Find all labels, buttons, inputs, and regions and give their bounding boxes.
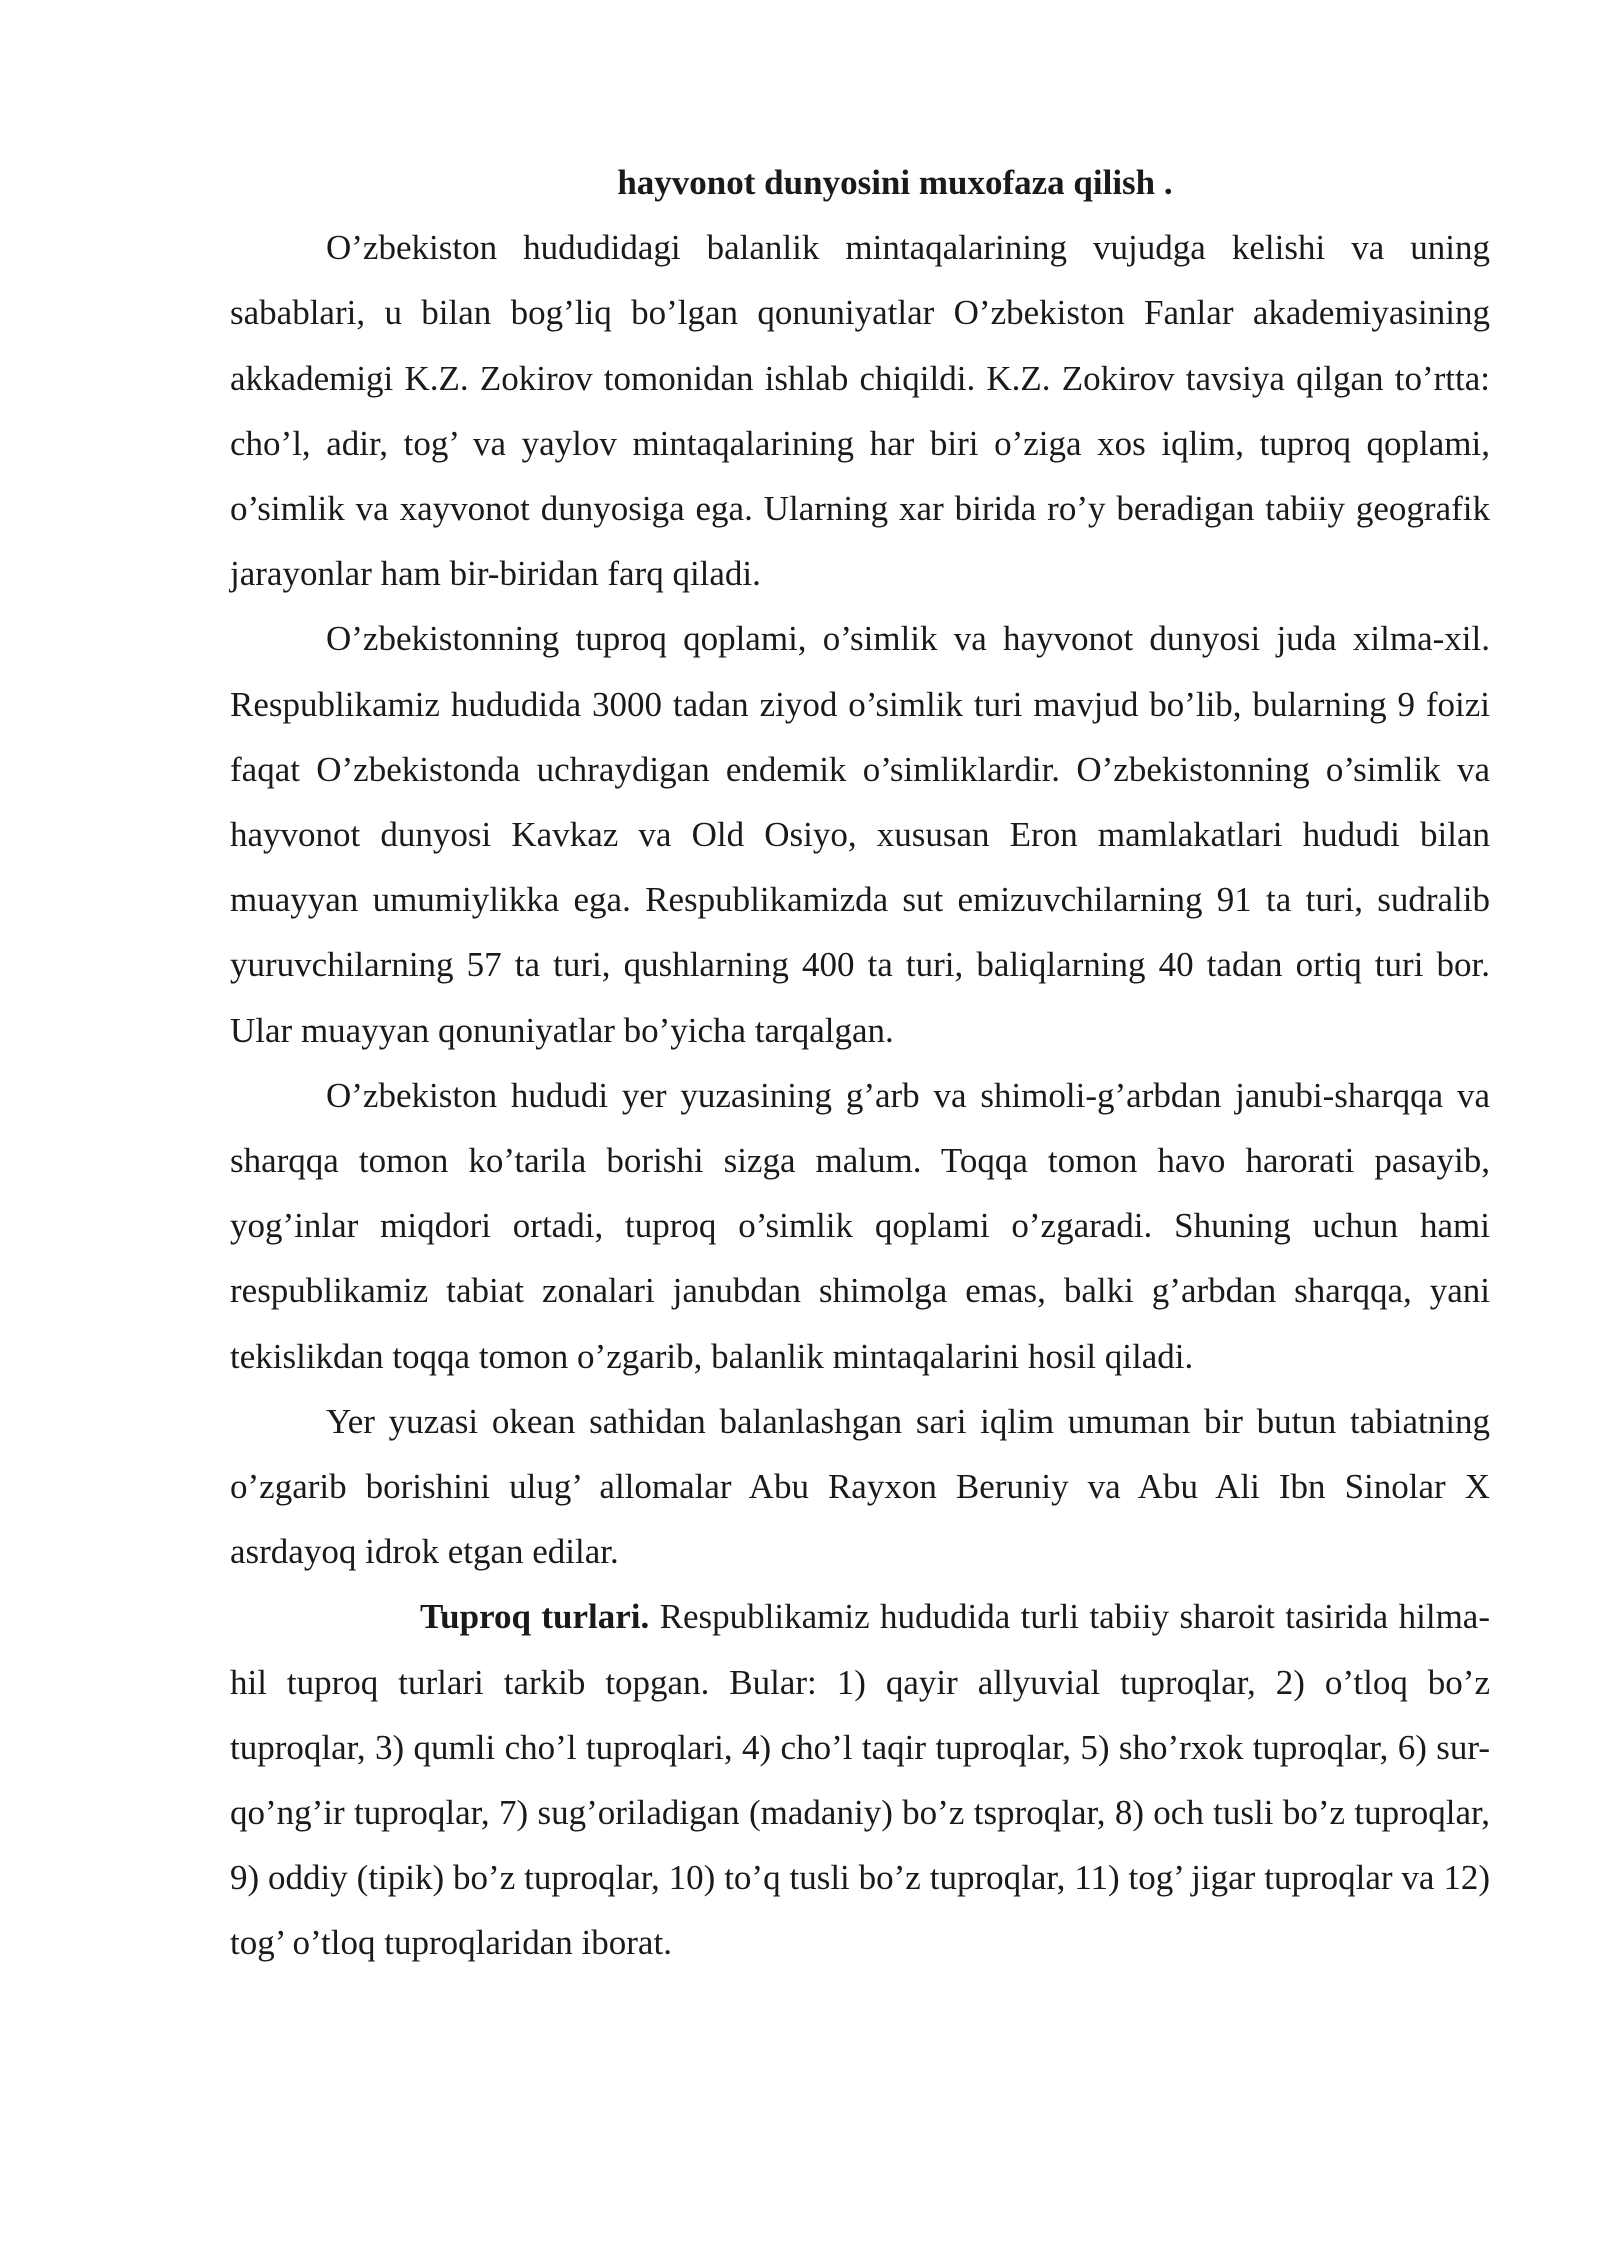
soil-types-text: Respublikamiz hududida turli tabiiy sharoit tasirida hilma-hil tuproq turlari tarkib topgan. Bular: 1) qayir allyuvial tuproqlar, 2) o’tloq bo’z tuproqlar, 3) qumli cho’l tuproqlari, 4) cho’l taqir tuproqlar, 5) sho’rxok tuproqlar, 6) sur-qo’ng’ir tuproqlar, 7) sug’oriladigan (madaniy) bo’z tsproqlar, 8) och tusli bo’z tuproqlar, 9) oddiy (tipik) bo’z tuproqlar, 10) to’q tusli bo’z tuproqlar, 11) tog’ jigar tuproqlar va 12) tog’ o’tloq tuproqlaridan iborat.	[230, 1597, 1490, 1963]
section-heading: hayvonot dunyosini muxofaza qilish .	[617, 163, 1173, 202]
document-body	[230, 150, 1490, 1976]
paragraph-soil-types	[230, 1584, 1490, 1975]
soil-types-title: Tuproq turlari.	[420, 1597, 650, 1637]
paragraph-altitude-zones: O’zbekiston hududidagi balanlik mintaqalarining vujudga kelishi va uning sabablari, u bilan bog’liq bo’lgan qonuniyatlar O’zbekiston Fanlar akademiyasining akkademigi K.Z. Zokirov tomonidan ishlab chiqildi. K.Z. Zokirov tavsiya qilgan to’rtta: cho’l, adir, tog’ va yaylov mintaqalarining har biri o’ziga xos iqlim, tuproq qoplami, o’simlik va xayvonot dunyosiga ega. Ularning xar birida ro’y beradigan tabiiy geografik jarayonlar ham bir-biridan farq qiladi.	[230, 228, 1490, 594]
paragraph-scholars: Yer yuzasi okean sathidan balanlashgan sari iqlim umuman bir butun tabiatning o’zgarib borishini ulug’ allomalar Abu Rayxon Beruniy va Abu Ali Ibn Sinolar X asrdayoq idrok etgan edilar.	[230, 1401, 1490, 1572]
paragraph-relief: O’zbekiston hududi yer yuzasining g’arb va shimoli-g’arbdan janubi-sharqqa va sharqqa tomon ko’tarila borishi sizga malum. Toqqa tomon havo harorati pasayib, yog’inlar miqdori ortadi, tuproq o’simlik qoplami o’zgaradi. Shuning uchun hami respublikamiz tabiat zonalari janubdan shimolga emas, balki g’arbdan sharqqa, yani tekislikdan toqqa tomon o’zgarib, balanlik mintaqalarini hosil qiladi.	[230, 1075, 1490, 1376]
paragraph-flora-fauna: O’zbekistonning tuproq qoplami, o’simlik va hayvonot dunyosi juda xilma-xil. Respublikamiz hududida 3000 tadan ziyod o’simlik turi mavjud bo’lib, bularning 9 foizi faqat O’zbekistonda uchraydigan endemik o’simliklardir. O’zbekistonning o’simlik va hayvonot dunyosi Kavkaz va Old Osiyo, xususan Eron mamlakatlari hududi bilan muayyan umumiylikka ega. Respublikamizda sut emizuvchilarning 91 ta turi, sudralib yuruvchilarning 57 ta turi, qushlarning 400 ta turi, baliqlarning 40 tadan ortiq turi bor. Ular muayyan qonuniyatlar bo’yicha tarqalgan.	[230, 619, 1490, 1050]
